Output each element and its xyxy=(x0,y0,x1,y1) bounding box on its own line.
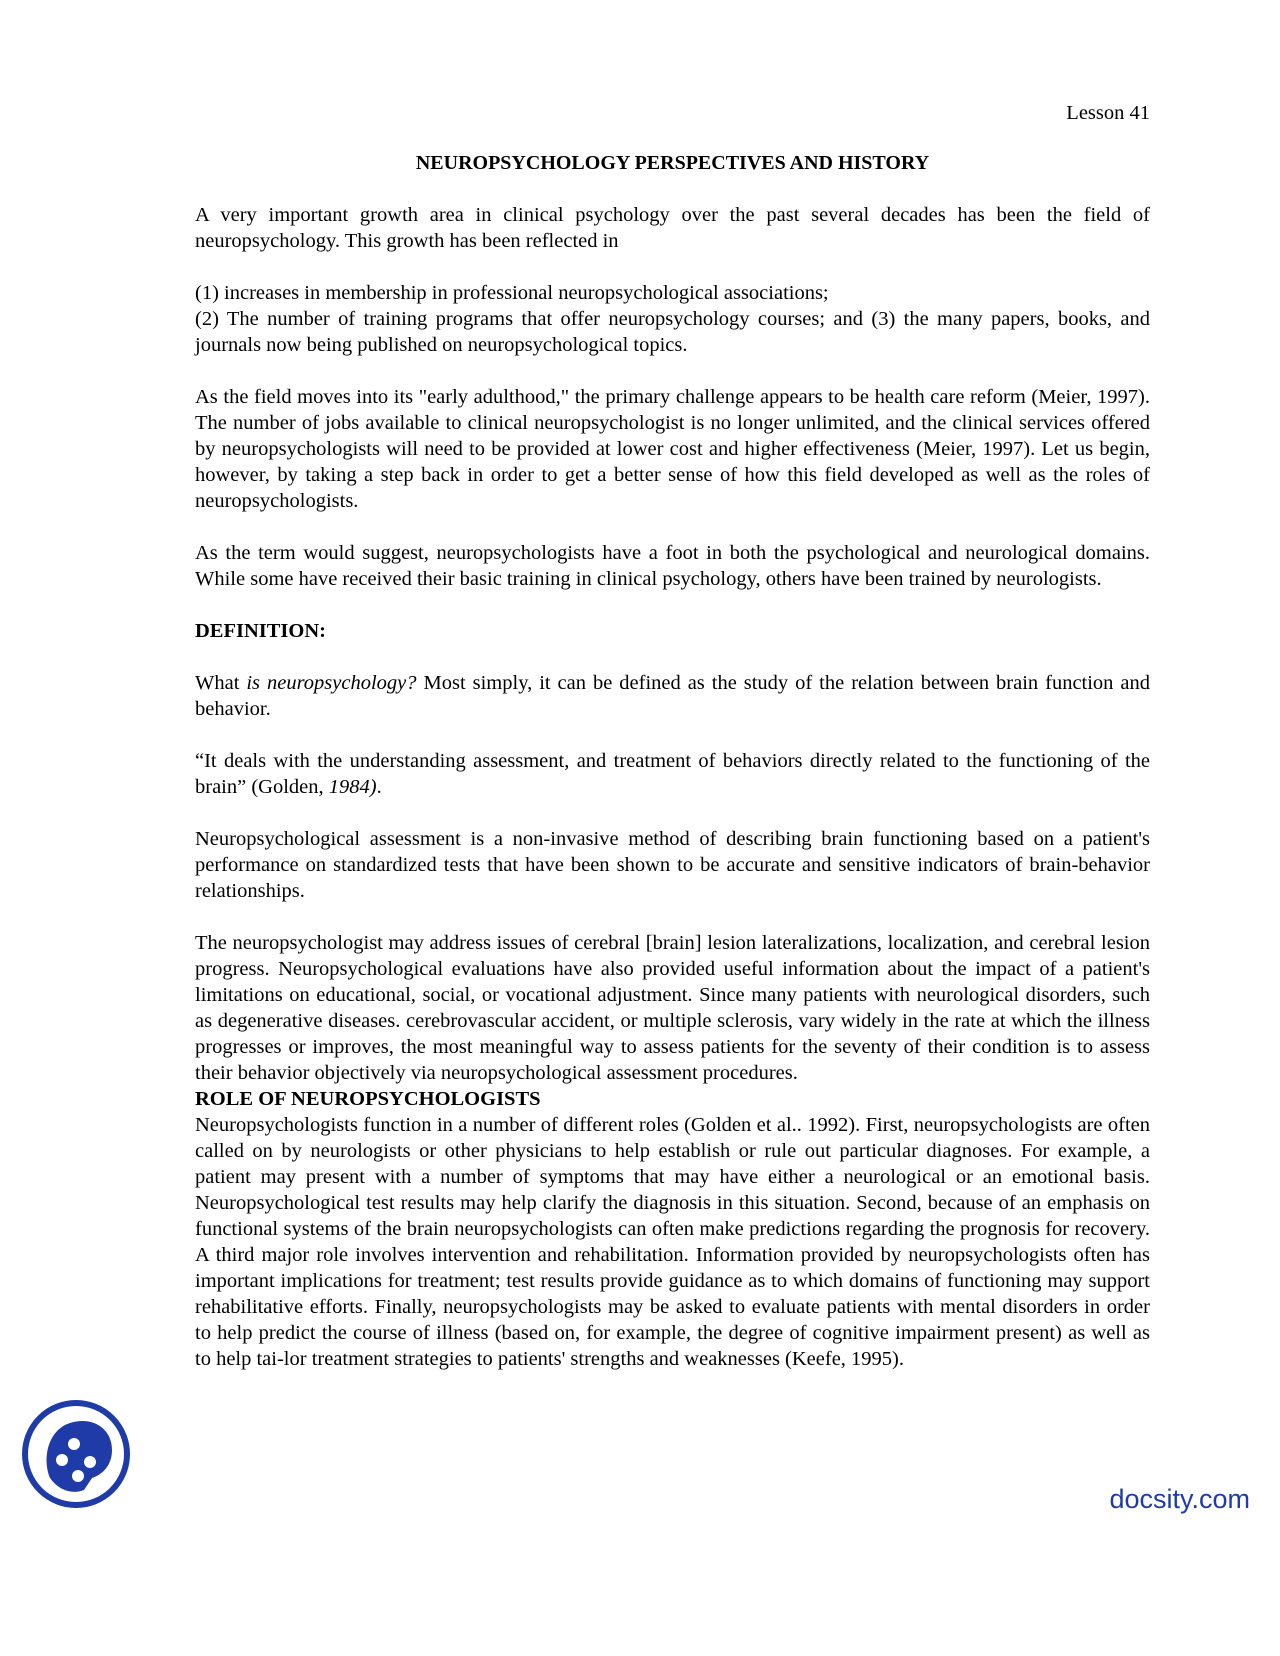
docsity-brand-link[interactable]: docsity.com xyxy=(1109,1484,1250,1514)
document-title: NEUROPSYCHOLOGY PERSPECTIVES AND HISTORY xyxy=(415,152,930,174)
role-heading: ROLE OF NEUROPSYCHOLOGISTS xyxy=(195,1088,541,1110)
growth-item-2-3: (2) The number of training programs that offer neuropsychology courses; and (3) the many papers, books, and journals now being published on neuropsychological topics. xyxy=(195,308,1150,356)
role-paragraph: Neuropsychologists function in a number of different roles (Golden et al.. 1992). First, neuropsychologists are often called on by neurologists or other physicians to help establish or rule out particular diagnoses. For example, a patient may present with a number of symptoms that may have either a neurological or an emotional basis. Neuropsychological test results may help clarify the diagnosis in this situation. Second, because of an emphasis on functional systems of the brain neuropsychologists can often make predictions regarding the prognosis for recovery. A third major role involves intervention and rehabilitation. Information provided by neuropsychologists often has important implications for treatment; test results provide guidance as to which domains of functioning may support rehabilitative efforts. Finally, neuropsychologists may be asked to evaluate patients with mental disorders in order to help predict the course of illness (based on, for example, the degree of cognitive impairment present) as well as to help tai-lor treatment strategies to patients' strengths and weaknesses (Keefe, 1995). xyxy=(195,1114,1150,1370)
lesion-paragraph: The neuropsychologist may address issues of cerebral [brain] lesion lateralizations, localization, and cerebral lesion progress. Neuropsychological evaluations have also provided useful information about the impact of a patient's limitations on educational, social, or vocational adjustment. Since many patients with neurological disorders, such as degenerative diseases. cerebrovascular accident, or multiple sclerosis, vary widely in the rate at which the illness progresses or improves, the most meaningful way to assess patients for the seventy of their condition is to assess their behavior objectively via neuropsychological assessment procedures. xyxy=(195,932,1150,1084)
adulthood-paragraph: As the field moves into its "early adulthood," the primary challenge appears to be health care reform (Meier, 1997). The number of jobs available to clinical neuropsychologist is no longer unlimited, and the clinical services offered by neuropsychologists will need to be provided at lower cost and higher effectiveness (Meier, 1997). Let us begin, however, by taking a step back in order to get a better sense of how this field developed as well as the roles of neuropsychologists. xyxy=(195,386,1150,512)
definition-quote-end: . xyxy=(376,776,382,798)
document-page xyxy=(195,100,1150,1372)
definition-quote-year: 1984) xyxy=(328,776,377,798)
term-paragraph: As the term would suggest, neuropsychologists have a foot in both the psychological and neurological domains. While some have received their basic training in clinical psychology, others have been trained by neurologists. xyxy=(195,542,1150,590)
definition-quote xyxy=(195,748,1150,800)
definition-question-start: What xyxy=(195,672,247,694)
definition-question xyxy=(195,670,1150,722)
definition-heading: DEFINITION: xyxy=(195,620,326,642)
logo-dot-4 xyxy=(72,1470,84,1482)
growth-list xyxy=(195,280,1150,358)
definition-quote-text: “It deals with the understanding assessment, and treatment of behaviors directly related to the functioning of the brain” (Golden, xyxy=(195,750,1150,798)
intro-paragraph: A very important growth area in clinical psychology over the past several decades has been the field of neuropsychology. This growth has been reflected in xyxy=(195,204,1150,252)
docsity-logo-icon[interactable] xyxy=(20,1398,132,1510)
definition-question-italic: is neuropsychology? xyxy=(246,672,417,694)
logo-dot-3 xyxy=(84,1456,96,1468)
logo-dot-1 xyxy=(68,1438,80,1450)
lesson-number: Lesson 41 xyxy=(1066,102,1150,124)
assessment-paragraph: Neuropsychological assessment is a non-invasive method of describing brain functioning based on a patient's performance on standardized tests that have been shown to be accurate and sensitive indicators of brain-behavior relationships. xyxy=(195,828,1150,902)
definition-question-rest: Most simply, it can be defined as the study of the relation between brain function and behavior. xyxy=(195,672,1150,720)
logo-dot-2 xyxy=(56,1454,68,1466)
growth-item-1: (1) increases in membership in professional neuropsychological associations; xyxy=(195,282,829,304)
